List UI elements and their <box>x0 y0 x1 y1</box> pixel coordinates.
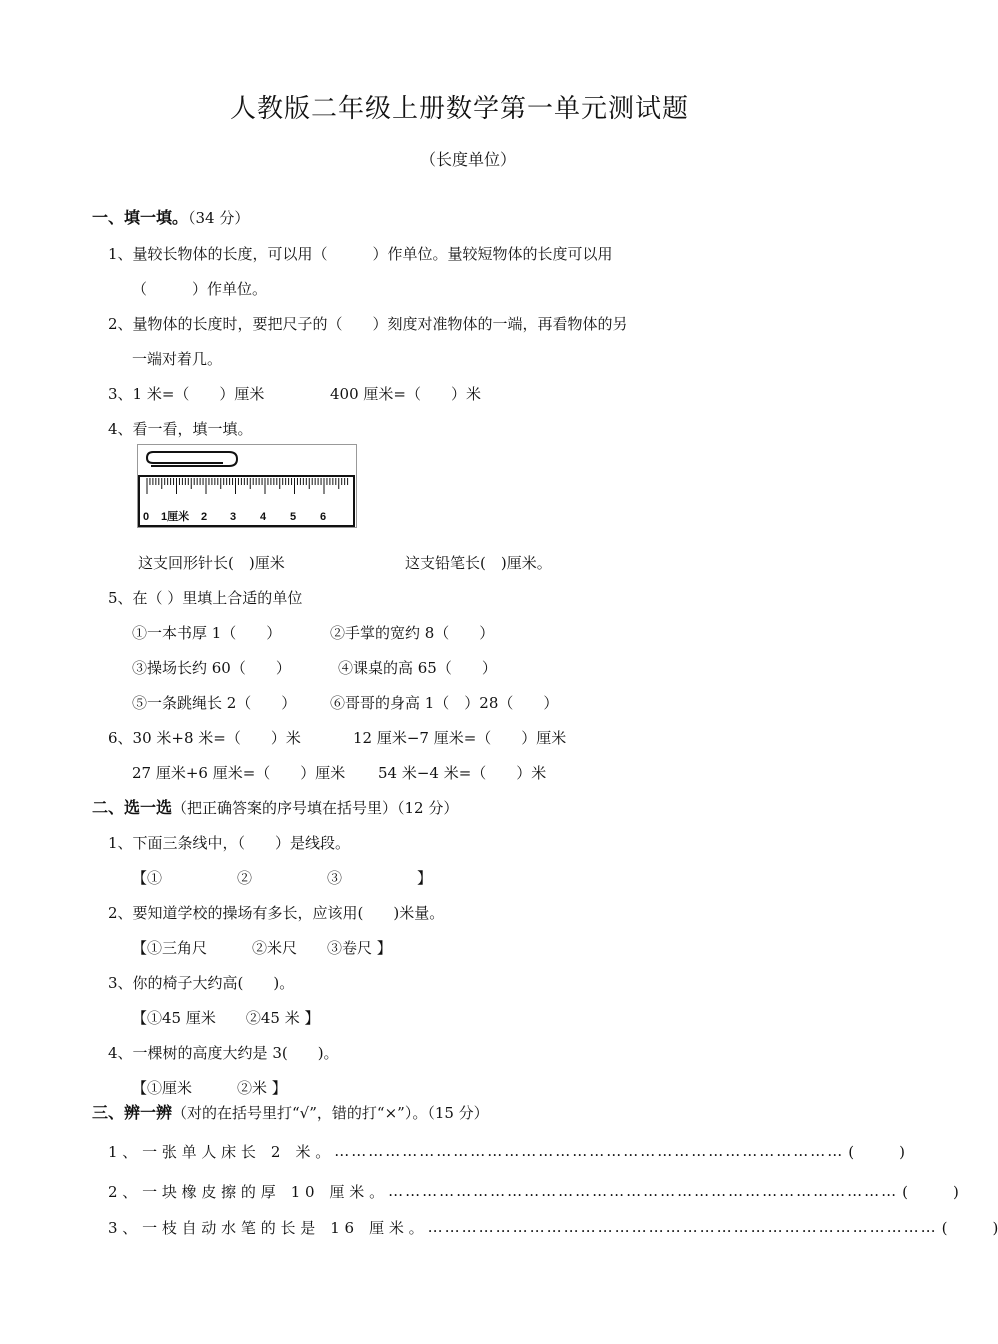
s2-q1-options: 【① ② ③ 】 <box>132 869 433 887</box>
q2-line1: 2、量物体的长度时，要把尺子的（ ）刻度对准物体的一端，再看物体的另 <box>108 315 628 333</box>
section2-heading <box>92 795 458 818</box>
section3-note: （对的在括号里打“√”，错的打“×”）。（15 分） <box>172 1104 489 1122</box>
q1-line2: （ ）作单位。 <box>132 280 268 298</box>
q5-item2: ②手掌的宽约 8（ ） <box>330 624 495 642</box>
judge-item-text: 3 、 一 枝 自 动 水 笔 的 长 是 1 6 厘 米 。 <box>108 1218 424 1237</box>
q6-part2: 12 厘米−7 厘米=（ ）厘米 <box>353 729 567 747</box>
q4-pencil: 这支铅笔长( )厘米。 <box>405 554 552 572</box>
q5-item1: ①一本书厚 1（ ） <box>132 624 282 642</box>
section2-title: 二、选一选 <box>92 798 173 817</box>
q6-part3: 27 厘米+6 厘米=（ ）厘米 <box>132 764 346 782</box>
section1-score: （34 分） <box>188 209 250 227</box>
q3-part2: 400 厘米=（ ）米 <box>330 385 481 403</box>
judge-item-text: 1 、 一 张 单 人 床 长 2 米 。 <box>108 1142 331 1161</box>
q5-item4: ④课桌的高 65（ ） <box>338 659 497 677</box>
ruler-label-4: 4 <box>260 511 267 523</box>
section3-heading <box>92 1100 489 1123</box>
ruler-label-5: 5 <box>290 511 297 523</box>
page-subtitle: （长度单位） <box>420 150 517 169</box>
q2-line2: 一端对着几。 <box>132 350 223 368</box>
section1-heading <box>92 205 249 228</box>
judge-item <box>108 1140 905 1162</box>
q4-paperclip: 这支回形针长( )厘米 <box>138 554 285 572</box>
s2-q1: 1、下面三条线中，（ ）是线段。 <box>108 834 351 852</box>
s2-q3-options: 【①45 厘米 ②45 米 】 <box>132 1009 320 1027</box>
ruler-illustration <box>137 444 357 528</box>
ruler-label-0: 0 <box>143 511 150 523</box>
q4-line: 4、看一看，填一填。 <box>108 420 253 438</box>
answer-blank[interactable]: ( ) <box>941 1218 998 1237</box>
q6-part1: 6、30 米+8 米=（ ）米 <box>108 729 301 747</box>
s2-q3: 3、你的椅子大约高( )。 <box>108 974 295 992</box>
s2-q4-options: 【①厘米 ②米 】 <box>132 1079 287 1097</box>
answer-blank[interactable]: ( ) <box>902 1182 959 1201</box>
q5-item5: ⑤一条跳绳长 2（ ） <box>132 694 297 712</box>
page-title: 人教版二年级上册数学第一单元测试题 <box>230 94 690 124</box>
leader-dots: ……………………………………………………………………………… <box>334 1142 845 1160</box>
s2-q2-options: 【①三角尺 ②米尺 ③卷尺 】 <box>132 939 392 957</box>
s2-q4: 4、一棵树的高度大约是 3( )。 <box>108 1044 339 1062</box>
q5-item6: ⑥哥哥的身高 1（ ）28（ ） <box>330 694 559 712</box>
judge-item-text: 2 、 一 块 橡 皮 擦 的 厚 1 0 厘 米 。 <box>108 1182 385 1201</box>
judge-item <box>108 1216 998 1238</box>
q5-item3: ③操场长约 60（ ） <box>132 659 291 677</box>
leader-dots: ……………………………………………………………………………… <box>427 1218 938 1236</box>
section2-note: （把正确答案的序号填在括号里）（12 分） <box>172 799 459 817</box>
judge-item <box>108 1180 959 1202</box>
q1-line1: 1、量较长物体的长度，可以用（ ）作单位。量较短物体的长度可以用 <box>108 245 613 263</box>
ruler-label-2: 2 <box>201 511 208 523</box>
ruler-label-3: 3 <box>230 511 237 523</box>
q6-part4: 54 米−4 米=（ ）米 <box>378 764 547 782</box>
answer-blank[interactable]: ( ) <box>848 1142 905 1161</box>
q5-line: 5、在（ ）里填上合适的单位 <box>108 589 303 607</box>
section1-title: 一、填一填。 <box>92 208 189 227</box>
section3-title: 三、辨一辨 <box>92 1103 173 1122</box>
ruler-label-1: 1厘米 <box>161 511 190 523</box>
q3-part1: 3、1 米=（ ）厘米 <box>108 385 265 403</box>
s2-q2: 2、要知道学校的操场有多长，应该用( )米量。 <box>108 904 445 922</box>
leader-dots: ……………………………………………………………………………… <box>388 1182 899 1200</box>
ruler-label-6: 6 <box>320 511 327 523</box>
